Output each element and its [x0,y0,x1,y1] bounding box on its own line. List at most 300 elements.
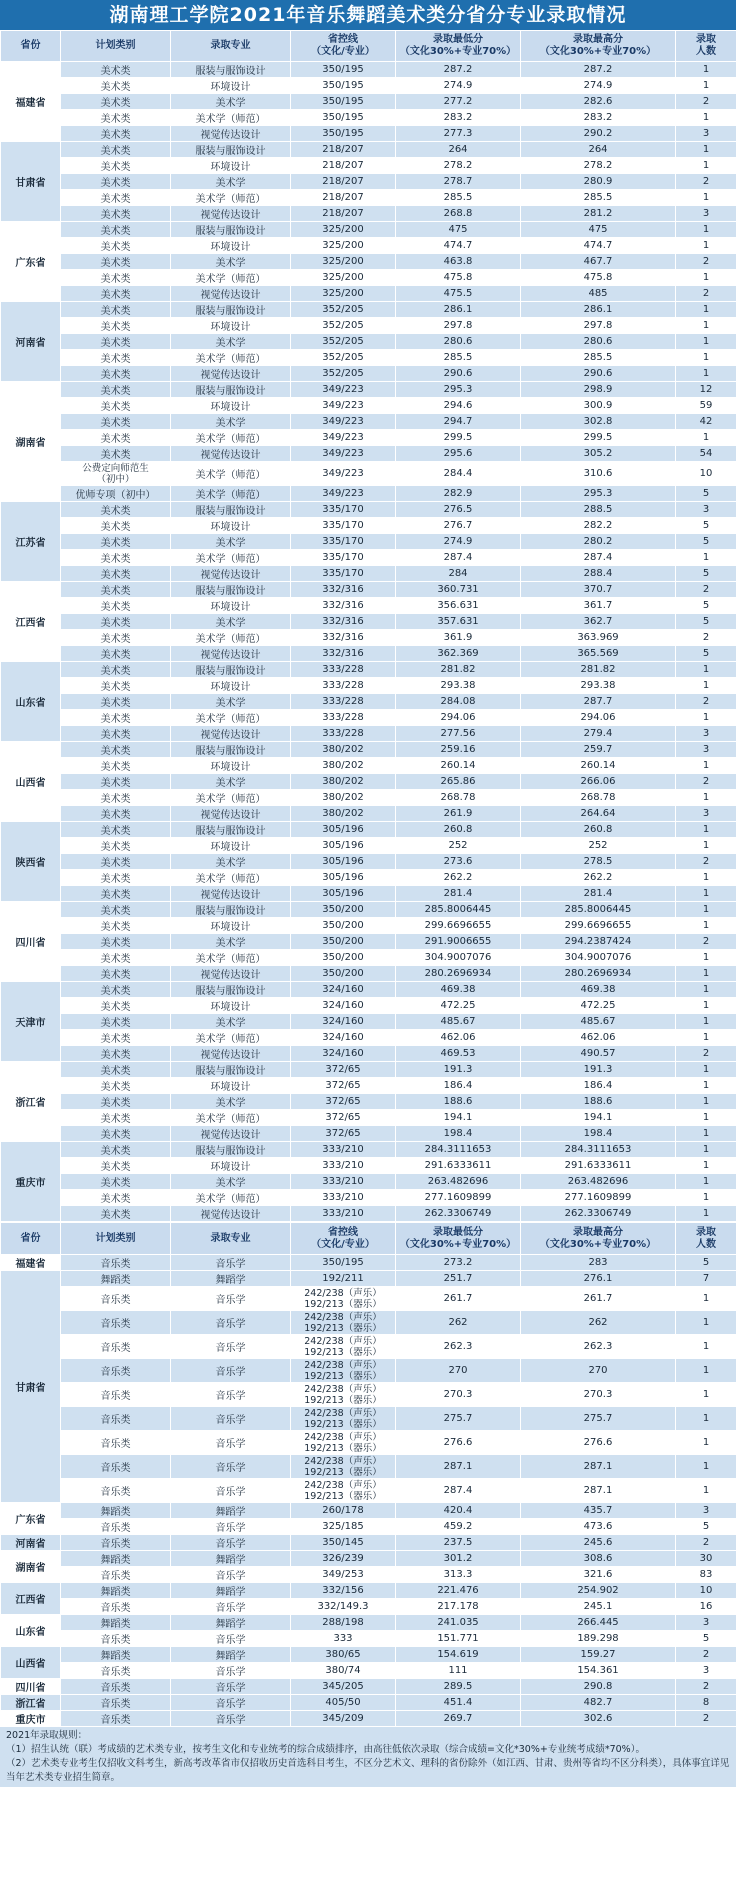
min-score-cell: 261.7 [396,1287,521,1311]
major-cell: 服装与服饰设计 [171,142,291,158]
table-row [1,854,736,870]
plan-category-cell: 美术类 [61,350,171,366]
plan-category-cell: 美术类 [61,630,171,646]
control-line-cell: 333 [291,1631,396,1647]
admitted-count-cell: 1 [676,1078,736,1094]
table-row [1,1094,736,1110]
admitted-count-cell: 7 [676,1271,736,1287]
major-cell: 视觉传达设计 [171,446,291,462]
table-row [1,1455,736,1479]
control-line-cell: 332/316 [291,598,396,614]
min-score-cell: 278.7 [396,174,521,190]
min-score-cell: 260.14 [396,758,521,774]
max-score-cell: 254.902 [521,1583,676,1599]
control-line-cell: 332/316 [291,614,396,630]
control-line-cell: 335/170 [291,550,396,566]
min-score-cell: 268.78 [396,790,521,806]
table-row [1,726,736,742]
min-score-cell: 265.86 [396,774,521,790]
plan-category-cell: 美术类 [61,870,171,886]
min-score-cell: 286.1 [396,302,521,318]
max-score-cell: 264.64 [521,806,676,822]
table-row [1,1647,736,1663]
plan-category-cell: 音乐类 [61,1287,171,1311]
max-score-cell: 263.482696 [521,1174,676,1190]
admitted-count-cell: 2 [676,1647,736,1663]
major-cell: 音乐学 [171,1679,291,1695]
plan-category-cell: 美术类 [61,1078,171,1094]
max-score-cell: 299.6696655 [521,918,676,934]
province-cell: 浙江省 [1,1695,61,1711]
major-cell: 视觉传达设计 [171,886,291,902]
min-score-cell: 262.3306749 [396,1206,521,1222]
table-row [1,302,736,318]
header-admitted-count: 录取 人数 [676,31,736,62]
plan-category-cell: 美术类 [61,854,171,870]
control-line-cell: 325/200 [291,286,396,302]
control-line-cell: 372/65 [291,1126,396,1142]
min-score-cell: 284.08 [396,694,521,710]
major-cell: 视觉传达设计 [171,806,291,822]
min-score-cell: 469.53 [396,1046,521,1062]
province-cell: 江西省 [1,1583,61,1615]
max-score-cell: 284.3111653 [521,1142,676,1158]
admitted-count-cell: 2 [676,630,736,646]
header-plan-category: 计划类别 [61,31,171,62]
admitted-count-cell: 5 [676,614,736,630]
major-cell: 视觉传达设计 [171,366,291,382]
min-score-cell: 261.9 [396,806,521,822]
control-line-cell: 372/65 [291,1094,396,1110]
major-cell: 舞蹈学 [171,1583,291,1599]
control-line-cell: 333/210 [291,1142,396,1158]
admitted-count-cell: 30 [676,1551,736,1567]
table-row [1,318,736,334]
min-score-cell: 281.4 [396,886,521,902]
table-row [1,94,736,110]
table-row [1,1046,736,1062]
control-line-cell: 325/185 [291,1519,396,1535]
admitted-count-cell: 1 [676,430,736,446]
max-score-cell: 198.4 [521,1126,676,1142]
province-cell: 山西省 [1,1647,61,1679]
province-cell: 湖南省 [1,382,61,502]
admitted-count-cell: 1 [676,222,736,238]
plan-category-cell: 美术类 [61,822,171,838]
control-line-cell: 242/238（声乐） 192/213（器乐） [291,1431,396,1455]
table-row [1,950,736,966]
max-score-cell: 270.3 [521,1383,676,1407]
admitted-count-cell: 3 [676,806,736,822]
min-score-cell: 294.6 [396,398,521,414]
min-score-cell: 357.631 [396,614,521,630]
max-score-cell: 186.4 [521,1078,676,1094]
max-score-cell: 310.6 [521,462,676,486]
major-cell: 视觉传达设计 [171,726,291,742]
min-score-cell: 299.6696655 [396,918,521,934]
major-cell: 环境设计 [171,238,291,254]
max-score-cell: 287.2 [521,62,676,78]
plan-category-cell: 美术类 [61,174,171,190]
table-row [1,1335,736,1359]
province-cell: 甘肃省 [1,1271,61,1503]
admitted-count-cell: 5 [676,1519,736,1535]
max-score-cell: 474.7 [521,238,676,254]
control-line-cell: 242/238（声乐） 192/213（器乐） [291,1455,396,1479]
admitted-count-cell: 1 [676,790,736,806]
plan-category-cell: 美术类 [61,1094,171,1110]
admitted-count-cell: 1 [676,1014,736,1030]
plan-category-cell: 音乐类 [61,1311,171,1335]
plan-category-cell: 美术类 [61,1110,171,1126]
admitted-count-cell: 2 [676,286,736,302]
music-dance-admission-table [0,1222,736,1727]
admitted-count-cell: 1 [676,1110,736,1126]
min-score-cell: 291.9006655 [396,934,521,950]
table-row [1,822,736,838]
table-row [1,1695,736,1711]
control-line-cell: 333/210 [291,1174,396,1190]
max-score-cell: 260.14 [521,758,676,774]
admitted-count-cell: 1 [676,1455,736,1479]
plan-category-cell: 美术类 [61,334,171,350]
admitted-count-cell: 1 [676,1359,736,1383]
admitted-count-cell: 10 [676,462,736,486]
max-score-cell: 278.5 [521,854,676,870]
admitted-count-cell: 1 [676,1174,736,1190]
major-cell: 美术学 [171,1094,291,1110]
major-cell: 舞蹈学 [171,1503,291,1519]
table-row [1,1206,736,1222]
admitted-count-cell: 5 [676,1631,736,1647]
admitted-count-cell: 3 [676,1503,736,1519]
table-row [1,534,736,550]
admitted-count-cell: 16 [676,1599,736,1615]
admitted-count-cell: 1 [676,1158,736,1174]
major-cell: 环境设计 [171,1078,291,1094]
major-cell: 音乐学 [171,1567,291,1583]
min-score-cell: 459.2 [396,1519,521,1535]
major-cell: 音乐学 [171,1479,291,1503]
control-line-cell: 349/223 [291,398,396,414]
min-score-cell: 299.5 [396,430,521,446]
table-row [1,934,736,950]
control-line-cell: 350/195 [291,126,396,142]
control-line-cell: 333/210 [291,1190,396,1206]
major-cell: 美术学（师范） [171,550,291,566]
major-cell: 美术学 [171,854,291,870]
admitted-count-cell: 1 [676,758,736,774]
plan-category-cell: 舞蹈类 [61,1583,171,1599]
plan-category-cell: 美术类 [61,518,171,534]
min-score-cell: 485.67 [396,1014,521,1030]
min-score-cell: 291.6333611 [396,1158,521,1174]
admitted-count-cell: 1 [676,1062,736,1078]
admitted-count-cell: 2 [676,854,736,870]
min-score-cell: 295.3 [396,382,521,398]
control-line-cell: 333/228 [291,678,396,694]
plan-category-cell: 美术类 [61,286,171,302]
admitted-count-cell: 1 [676,1407,736,1431]
admitted-count-cell: 1 [676,1190,736,1206]
min-score-cell: 420.4 [396,1503,521,1519]
admitted-count-cell: 83 [676,1567,736,1583]
table-row [1,1567,736,1583]
max-score-cell: 280.6 [521,334,676,350]
plan-category-cell: 美术类 [61,414,171,430]
table-row [1,1271,736,1287]
table-row [1,462,736,486]
plan-category-cell: 美术类 [61,1142,171,1158]
major-cell: 美术学 [171,694,291,710]
min-score-cell: 301.2 [396,1551,521,1567]
major-cell: 音乐学 [171,1535,291,1551]
max-score-cell: 467.7 [521,254,676,270]
major-cell: 视觉传达设计 [171,1206,291,1222]
max-score-cell: 362.7 [521,614,676,630]
control-line-cell: 372/65 [291,1062,396,1078]
max-score-cell: 280.9 [521,174,676,190]
control-line-cell: 288/198 [291,1615,396,1631]
admitted-count-cell: 1 [676,1142,736,1158]
max-score-cell: 298.9 [521,382,676,398]
plan-category-cell: 美术类 [61,190,171,206]
major-cell: 美术学 [171,774,291,790]
plan-category-cell: 美术类 [61,934,171,950]
major-cell: 美术学（师范） [171,710,291,726]
major-cell: 视觉传达设计 [171,646,291,662]
plan-category-cell: 美术类 [61,726,171,742]
min-score-cell: 281.82 [396,662,521,678]
admitted-count-cell: 1 [676,982,736,998]
major-cell: 环境设计 [171,758,291,774]
plan-category-cell: 美术类 [61,126,171,142]
major-cell: 视觉传达设计 [171,126,291,142]
table-row [1,790,736,806]
major-cell: 环境设计 [171,78,291,94]
admitted-count-cell: 1 [676,1335,736,1359]
control-line-cell: 333/228 [291,694,396,710]
plan-category-cell: 美术类 [61,998,171,1014]
admitted-count-cell: 10 [676,1583,736,1599]
major-cell: 环境设计 [171,598,291,614]
max-score-cell: 266.445 [521,1615,676,1631]
control-line-cell: 349/223 [291,446,396,462]
plan-category-cell: 美术类 [61,1174,171,1190]
min-score-cell: 276.6 [396,1431,521,1455]
max-score-cell: 288.4 [521,566,676,582]
major-cell: 美术学（师范） [171,1190,291,1206]
major-cell: 舞蹈学 [171,1647,291,1663]
table-row [1,1407,736,1431]
min-score-cell: 268.8 [396,206,521,222]
plan-category-cell: 美术类 [61,430,171,446]
table-row [1,1078,736,1094]
major-cell: 美术学 [171,614,291,630]
province-cell: 河南省 [1,302,61,382]
major-cell: 环境设计 [171,318,291,334]
province-cell: 福建省 [1,62,61,142]
min-score-cell: 277.56 [396,726,521,742]
max-score-cell: 282.6 [521,94,676,110]
control-line-cell: 352/205 [291,366,396,382]
min-score-cell: 274.9 [396,534,521,550]
plan-category-cell: 美术类 [61,886,171,902]
max-score-cell: 469.38 [521,982,676,998]
major-cell: 美术学 [171,534,291,550]
min-score-cell: 287.2 [396,62,521,78]
max-score-cell: 191.3 [521,1062,676,1078]
major-cell: 服装与服饰设计 [171,1062,291,1078]
major-cell: 环境设计 [171,158,291,174]
admitted-count-cell: 1 [676,1030,736,1046]
table-row [1,646,736,662]
min-score-cell: 262.3 [396,1335,521,1359]
min-score-cell: 297.8 [396,318,521,334]
min-score-cell: 277.1609899 [396,1190,521,1206]
max-score-cell: 363.969 [521,630,676,646]
admitted-count-cell: 2 [676,1711,736,1727]
table-row [1,582,736,598]
plan-category-cell: 美术类 [61,598,171,614]
plan-category-cell: 美术类 [61,238,171,254]
major-cell: 音乐学 [171,1519,291,1535]
header-control-line: 省控线 （文化/专业） [291,31,396,62]
plan-category-cell: 音乐类 [61,1335,171,1359]
table-row [1,806,736,822]
major-cell: 音乐学 [171,1311,291,1335]
control-line-cell: 332/316 [291,582,396,598]
plan-category-cell: 美术类 [61,550,171,566]
control-line-cell: 349/223 [291,382,396,398]
plan-category-cell: 美术类 [61,366,171,382]
control-line-cell: 324/160 [291,1014,396,1030]
max-score-cell: 281.2 [521,206,676,222]
province-cell: 山东省 [1,662,61,742]
admitted-count-cell: 3 [676,1615,736,1631]
control-line-cell: 333/228 [291,662,396,678]
plan-category-cell: 音乐类 [61,1359,171,1383]
admitted-count-cell: 1 [676,142,736,158]
control-line-cell: 218/207 [291,158,396,174]
plan-category-cell: 音乐类 [61,1255,171,1271]
max-score-cell: 276.1 [521,1271,676,1287]
table-row [1,366,736,382]
control-line-cell: 324/160 [291,982,396,998]
admitted-count-cell: 1 [676,966,736,982]
admitted-count-cell: 2 [676,1679,736,1695]
max-score-cell: 321.6 [521,1567,676,1583]
control-line-cell: 218/207 [291,174,396,190]
table-row [1,1383,736,1407]
province-cell: 重庆市 [1,1711,61,1727]
major-cell: 音乐学 [171,1407,291,1431]
max-score-cell: 475 [521,222,676,238]
major-cell: 美术学 [171,934,291,950]
max-score-cell: 283 [521,1255,676,1271]
major-cell: 服装与服饰设计 [171,822,291,838]
table-row [1,998,736,1014]
major-cell: 美术学（师范） [171,190,291,206]
table-row [1,398,736,414]
plan-category-cell: 美术类 [61,382,171,398]
major-cell: 美术学 [171,174,291,190]
major-cell: 美术学 [171,1174,291,1190]
min-score-cell: 251.7 [396,1271,521,1287]
table-row [1,566,736,582]
control-line-cell: 335/170 [291,534,396,550]
min-score-cell: 287.4 [396,550,521,566]
table-row [1,270,736,286]
table-row [1,1126,736,1142]
major-cell: 音乐学 [171,1663,291,1679]
table-row [1,1158,736,1174]
max-score-cell: 276.6 [521,1431,676,1455]
major-cell: 服装与服饰设计 [171,982,291,998]
control-line-cell: 218/207 [291,206,396,222]
max-score-cell: 299.5 [521,430,676,446]
control-line-cell: 380/202 [291,790,396,806]
admitted-count-cell: 1 [676,1383,736,1407]
table-row [1,1110,736,1126]
major-cell: 舞蹈学 [171,1271,291,1287]
min-score-cell: 282.9 [396,486,521,502]
plan-category-cell: 美术类 [61,1014,171,1030]
min-score-cell: 151.771 [396,1631,521,1647]
plan-category-cell: 美术类 [61,78,171,94]
major-cell: 音乐学 [171,1631,291,1647]
admitted-count-cell: 1 [676,678,736,694]
plan-category-cell: 美术类 [61,270,171,286]
control-line-cell: 372/65 [291,1078,396,1094]
admitted-count-cell: 1 [676,110,736,126]
table-row [1,870,736,886]
table-row [1,502,736,518]
min-score-cell: 472.25 [396,998,521,1014]
table-row [1,1359,736,1383]
control-line-cell: 380/202 [291,806,396,822]
major-cell: 服装与服饰设计 [171,1142,291,1158]
min-score-cell: 198.4 [396,1126,521,1142]
plan-category-cell: 美术类 [61,398,171,414]
table-row [1,430,736,446]
control-line-cell: 305/196 [291,886,396,902]
admitted-count-cell: 2 [676,254,736,270]
control-line-cell: 352/205 [291,302,396,318]
plan-category-cell: 美术类 [61,582,171,598]
table-row [1,446,736,462]
admitted-count-cell: 1 [676,822,736,838]
control-line-cell: 305/196 [291,854,396,870]
min-score-cell: 285.5 [396,350,521,366]
admitted-count-cell: 1 [676,998,736,1014]
table-row [1,838,736,854]
major-cell: 音乐学 [171,1335,291,1359]
province-cell: 江西省 [1,582,61,662]
plan-category-cell: 美术类 [61,614,171,630]
min-score-cell: 285.5 [396,190,521,206]
table-row [1,1583,736,1599]
table-row [1,1503,736,1519]
major-cell: 美术学（师范） [171,430,291,446]
admitted-count-cell: 1 [676,350,736,366]
table-row [1,1431,736,1455]
table-row [1,222,736,238]
province-cell: 陕西省 [1,822,61,902]
header-major: 录取专业 [171,1223,291,1255]
notes-item-2: （2）艺术类专业考生仅招收文科考生，新高考改革省市仅招收历史首选科目考生，不区分艺术文、理科的省份除外（如江西、甘肃、贵州等省均不区分科类），具体事宜详见当年艺术类专业招生简章。 [6,1758,730,1783]
min-score-cell: 289.5 [396,1679,521,1695]
